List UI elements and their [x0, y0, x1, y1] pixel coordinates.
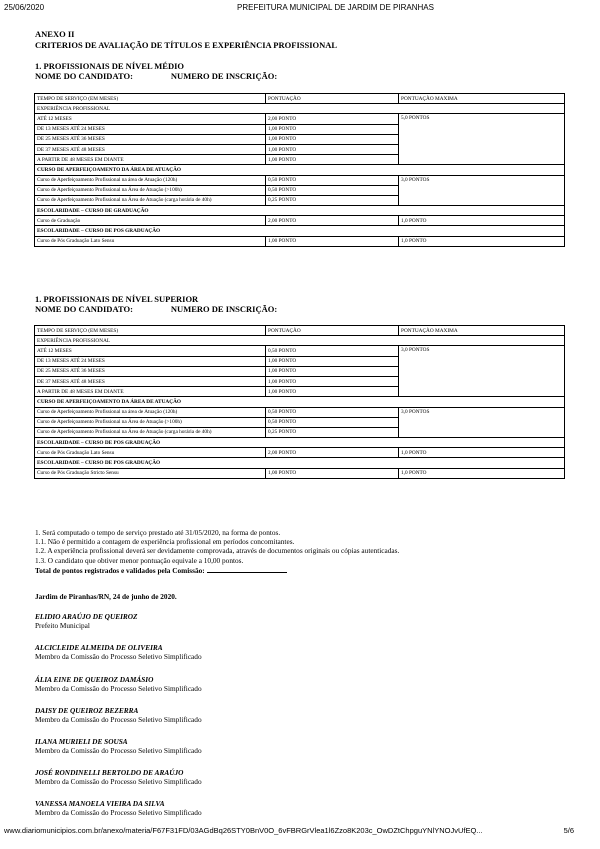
table-cell: 0,25 PONTO	[266, 427, 399, 437]
table-cell: ATÉ 12 MESES	[35, 346, 266, 356]
notes-block	[35, 528, 399, 575]
print-date: 25/06/2020	[4, 3, 45, 12]
annex-label: ANEXO II	[35, 29, 75, 39]
table-row	[35, 407, 565, 417]
table-cell: 0,50 PONTO	[266, 407, 399, 417]
signature-block	[35, 706, 202, 724]
table-group-title: ESCOLARIDADE – CURSO DE POS GRADUAÇÃO	[35, 438, 565, 448]
table-cell: 1,00 PONTO	[266, 155, 399, 165]
signer-role: Membro da Comissão do Processo Seletivo Simplificado	[35, 715, 202, 724]
candidate-label: NOME DO CANDIDATO:	[35, 304, 133, 314]
table-header-row	[35, 326, 565, 336]
table-group-title: ESCOLARIDADE – CURSO DE GRADUAÇÃO	[35, 206, 565, 216]
signer-name: JOSÉ RONDINELLI BERTOLDO DE ARAÚJO	[35, 768, 184, 777]
candidate-label: NOME DO CANDIDATO:	[35, 71, 133, 81]
table-cell: 0,50 PONTO	[266, 175, 399, 185]
table-cell: 1,00 PONTO	[266, 376, 399, 386]
inscription-label: NUMERO DE INSCRIÇÃO:	[170, 304, 278, 314]
table-header-row	[35, 94, 565, 104]
table-cell: Curso de Aperfeiçoamento Profissional na área de Atuação (120h)	[35, 175, 266, 185]
section2-heading: 1. PROFISSIONAIS DE NÍVEL SUPERIOR	[35, 294, 199, 304]
total-line	[35, 565, 399, 575]
table-cell: DE 37 MESES ATÉ 48 MESES	[35, 376, 266, 386]
note-line: 1.1. Não é permitido a contagem de experiência profissional em períodos concomitantes.	[35, 537, 295, 547]
table-cell: Curso de Graduação	[35, 216, 266, 226]
table-cell: 1,0 PONTO	[399, 236, 565, 246]
table-cell: DE 37 MESES ATÉ 48 MESES	[35, 144, 266, 154]
col-header: PONTUAÇÃO	[266, 326, 399, 336]
place-date: Jardim de Piranhas/RN, 24 de junho de 2020.	[35, 592, 177, 601]
table-row	[35, 114, 565, 124]
inscription-label: NUMERO DE INSCRIÇÃO:	[170, 71, 278, 81]
table-cell: 2,00 PONTO	[266, 114, 399, 124]
page-header	[0, 3, 600, 17]
table-cell: 3,0 PONTOS	[399, 346, 565, 397]
table-group-title: CURSO DE APERFEIÇOAMENTO DA ÁREA DE ATUAÇÃO	[35, 165, 565, 175]
signer-role: Membro da Comissão do Processo Seletivo Simplificado	[35, 808, 202, 817]
signer-name: VANESSA MANOELA VIEIRA DA SILVA	[35, 799, 165, 808]
table-group-title: ESCOLARIDADE – CURSO DE POS GRADUAÇÃO	[35, 458, 565, 468]
table-cell: 1,0 PONTO	[399, 216, 565, 226]
table-cell: 1,00 PONTO	[266, 387, 399, 397]
table-cell: A PARTIR DE 48 MESES EM DIANTE	[35, 155, 266, 165]
note-line: 1. Será computado o tempo de serviço prestado até 31/05/2020, na forma de pontos.	[35, 528, 281, 537]
signature-block	[35, 768, 202, 786]
table-group-title: EXPERIÊNCIA PROFISSIONAL	[35, 336, 565, 346]
annex-subtitle: CRITERIOS DE AVALIAÇÃO DE TÍTULOS E EXPERIÊNCIA PROFISSIONAL	[35, 40, 338, 50]
table-cell: 0,50 PONTO	[266, 417, 399, 427]
table-cell: Curso de Pós Graduação Lato Sensu	[35, 236, 266, 246]
table-cell: 1,00 PONTO	[266, 366, 399, 376]
table-cell: Curso de Aperfeiçoamento Profissional na área de Atuação (120h)	[35, 407, 266, 417]
table-row	[35, 216, 565, 226]
header-title: PREFEITURA MUNICIPAL DE JARDIM DE PIRANHAS	[237, 3, 434, 12]
table-cell: 1,00 PONTO	[266, 134, 399, 144]
table-cell: Curso de Pós Graduação Stricto Sensu	[35, 468, 266, 478]
table-cell: ATÉ 12 MESES	[35, 114, 266, 124]
table-row	[35, 346, 565, 356]
table-cell: DE 25 MESES ATÉ 36 MESES	[35, 134, 266, 144]
table-cell: 5,0 PONTOS	[399, 114, 565, 165]
signature-block	[35, 643, 202, 661]
section1-heading-block	[35, 61, 277, 81]
signer-name: ALCICLEIDE ALMEIDA DE OLIVEIRA	[35, 643, 163, 652]
table-group-title: CURSO DE APERFEIÇOAMENTO DA ÁREA DE ATUAÇÃO	[35, 397, 565, 407]
table-cell: Curso de Aperfeiçoamento Profissional na Área de Atuação (>100h)	[35, 417, 266, 427]
signature-block	[35, 675, 202, 693]
table-row	[35, 468, 565, 478]
page-number: 5/6	[563, 826, 574, 835]
col-header: PONTUAÇÃO MAXIMA	[399, 94, 565, 104]
note-line: 1.2. A experiência profissional deverá ser devidamente comprovada, através de documentos originais ou cópias autenticadas.	[35, 546, 400, 556]
signer-role: Membro da Comissão do Processo Seletivo Simplificado	[35, 746, 202, 755]
table-cell: DE 13 MESES ATÉ 24 MESES	[35, 356, 266, 366]
signature-block	[35, 737, 202, 755]
table-group-title: EXPERIÊNCIA PROFISSIONAL	[35, 104, 565, 114]
table-cell: Curso de Aperfeiçoamento Profissional na Área de Atuação (carga horária de 40h)	[35, 195, 266, 205]
total-label: Total de pontos registrados e validados pela Comissão:	[35, 565, 205, 575]
table-cell: 0,25 PONTO	[266, 195, 399, 205]
table-row	[35, 236, 565, 246]
section1-candidate-line	[35, 71, 277, 81]
table-cell: 1,00 PONTO	[266, 236, 399, 246]
col-header: TEMPO DE SERVIÇO (EM MESES)	[35, 94, 266, 104]
source-url-link[interactable]: www.diariomunicipios.com.br/anexo/materia/F67F31FD/03AGdBq26STY0BnV0O_6vFBRGrVlea1l6Zzo8K203c_OwDZtChpguYNlYNOJvUfEQ...	[4, 826, 483, 835]
section1-heading: 1. PROFISSIONAIS DE NÍVEL MÉDIO	[35, 61, 185, 71]
note-line: 1.3. O candidato que obtiver menor pontuação equivale a 10,00 pontos.	[35, 555, 244, 565]
signer-name: ÁLIA EINE DE QUEIROZ DAMÁSIO	[35, 675, 154, 684]
table-cell: DE 25 MESES ATÉ 36 MESES	[35, 366, 266, 376]
table-cell: 0,50 PONTO	[266, 346, 399, 356]
table-cell: 2,00 PONTO	[266, 216, 399, 226]
section2-score-table	[34, 325, 565, 479]
table-cell: 1,0 PONTO	[399, 448, 565, 458]
section1-score-table	[34, 93, 565, 247]
signer-name: DAISY DE QUEIROZ BEZERRA	[35, 706, 139, 715]
table-cell: 0,50 PONTO	[266, 185, 399, 195]
col-header: PONTUAÇÃO	[266, 94, 399, 104]
table-cell: 1,00 PONTO	[266, 144, 399, 154]
table-group-title: ESCOLARIDADE – CURSO DE POS GRADUAÇÃO	[35, 226, 565, 236]
signer-name: ELIDIO ARAÚJO DE QUEIROZ	[35, 612, 138, 621]
table-cell: 1,0 PONTO	[399, 468, 565, 478]
total-blank-line	[207, 565, 287, 573]
table-row	[35, 448, 565, 458]
table-cell: 1,00 PONTO	[266, 124, 399, 134]
table-cell: 3,0 PONTOS	[399, 407, 565, 438]
section2-candidate-line	[35, 304, 277, 314]
table-cell: A PARTIR DE 48 MESES EM DIANTE	[35, 387, 266, 397]
signer-name: ILANA MURIELI DE SOUSA	[35, 737, 128, 746]
table-cell: Curso de Pós Graduação Lato Sensu	[35, 448, 266, 458]
annex-title	[35, 29, 337, 51]
signer-role: Membro da Comissão do Processo Seletivo Simplificado	[35, 652, 202, 661]
signer-role: Prefeito Municipal	[35, 621, 90, 630]
signature-block	[35, 799, 202, 817]
section2-heading-block	[35, 294, 277, 314]
table-cell: DE 13 MESES ATÉ 24 MESES	[35, 124, 266, 134]
table-cell: Curso de Aperfeiçoamento Profissional na Área de Atuação (carga horária de 40h)	[35, 427, 266, 437]
table-cell: 1,00 PONTO	[266, 468, 399, 478]
signer-role: Membro da Comissão do Processo Seletivo Simplificado	[35, 777, 202, 786]
table-row	[35, 175, 565, 185]
signer-role: Membro da Comissão do Processo Seletivo Simplificado	[35, 684, 202, 693]
table-cell: 3,0 PONTOS	[399, 175, 565, 206]
col-header: PONTUAÇÃO MAXIMA	[399, 326, 565, 336]
table-cell: 1,00 PONTO	[266, 356, 399, 366]
table-cell: 2,00 PONTO	[266, 448, 399, 458]
table-cell: Curso de Aperfeiçoamento Profissional na Área de Atuação (>100h)	[35, 185, 266, 195]
signature-block	[35, 612, 138, 630]
col-header: TEMPO DE SERVIÇO (EM MESES)	[35, 326, 266, 336]
